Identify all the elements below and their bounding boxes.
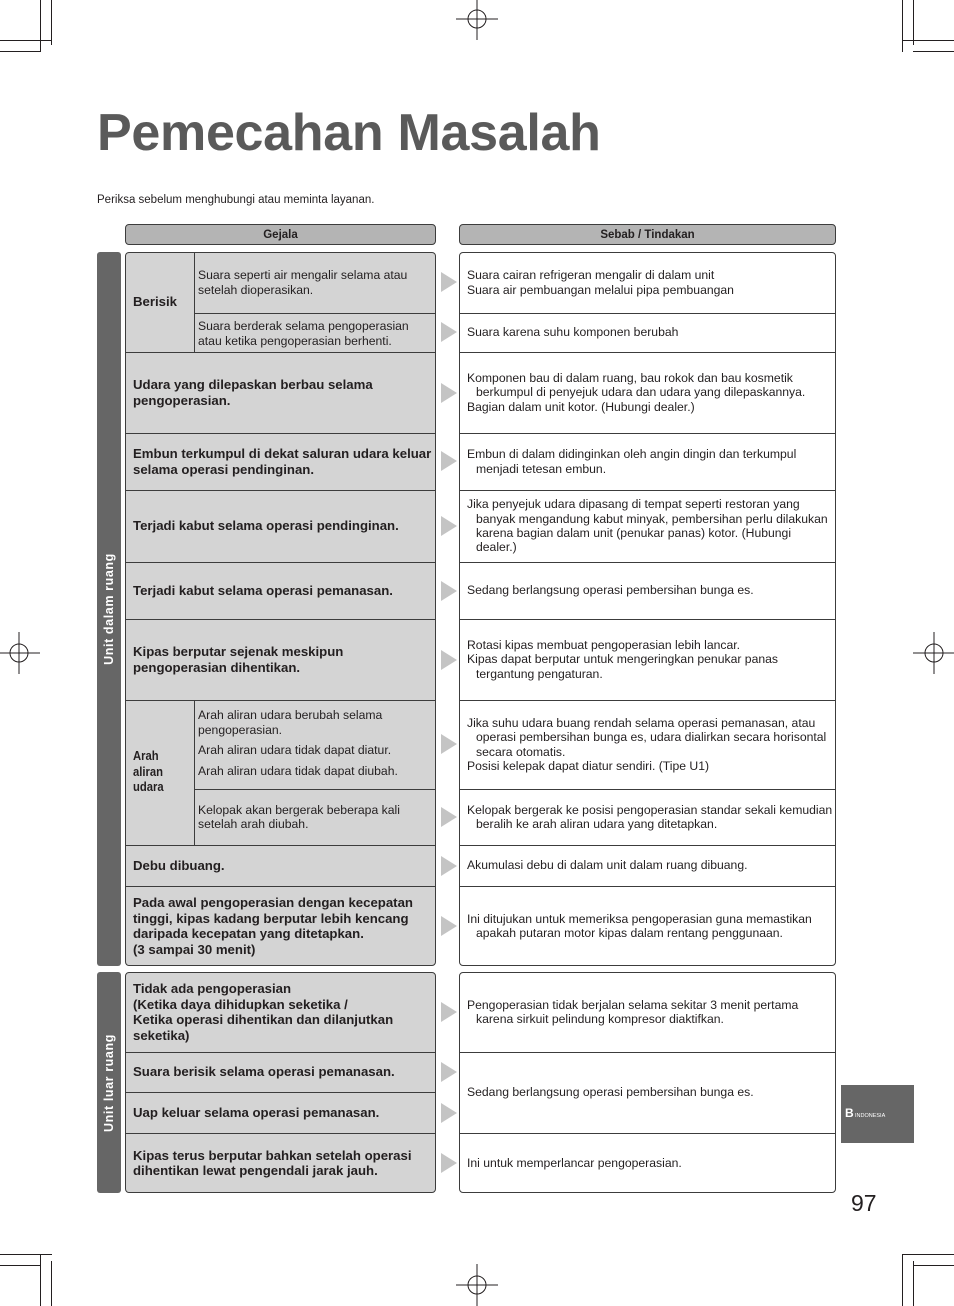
- section-label-indoor: Unit dalam ruang: [97, 252, 121, 966]
- crop-mark: [51, 1261, 52, 1306]
- symptom-text: Arah aliran udara tidak dapat diubah.: [198, 763, 398, 778]
- crop-mark: [902, 1254, 903, 1306]
- symptom-text: Terjadi kabut selama operasi pendinginan.: [133, 518, 399, 534]
- symptom-text: Uap keluar selama operasi pemanasan.: [133, 1104, 380, 1120]
- crop-mark: [913, 1265, 954, 1266]
- cause-text: Pengoperasian tidak berjalan selama sekitar 3 menit pertama karena sirkuit pelindung kompresor diaktifkan.: [467, 997, 799, 1026]
- arrow-right-icon: [441, 1103, 457, 1123]
- language-label: INDONESIA: [855, 1113, 886, 1119]
- symptom-list: [198, 700, 434, 789]
- cause-text: Embun di dalam didinginkan oleh angin dingin dan terkumpul menjadi tetesan embun.: [467, 447, 797, 476]
- arrow-right-icon: [441, 807, 457, 827]
- symptom-text: Kipas berputar sejenak meskipun pengoperasian dihentikan.: [133, 644, 344, 675]
- crop-mark: [913, 1261, 914, 1306]
- cause-text: Komponen bau di dalam ruang, bau rokok dan bau kosmetik berkumpul di penyejuk udara dan udara yang dilepaskannya. Bagian dalam unit kotor. (Hubungi dealer.): [467, 370, 806, 414]
- arrow-right-icon: [441, 272, 457, 292]
- symptom-text: Terjadi kabut selama operasi pemanasan.: [133, 582, 393, 598]
- page-number: 97: [851, 1190, 877, 1216]
- crop-mark: [902, 40, 954, 41]
- registration-mark-icon: [913, 632, 954, 674]
- symptom-text: Debu dibuang.: [133, 857, 225, 873]
- symptom-text: Kipas terus berputar bahkan setelah operasi dihentikan lewat pengendali jarak jauh.: [133, 1147, 412, 1178]
- symptom-text: Kelopak akan bergerak beberapa kali setelah arah diubah.: [198, 802, 400, 831]
- crop-mark: [0, 1254, 52, 1255]
- arrow-right-icon: [441, 734, 457, 754]
- cause-text: Ini untuk memperlancar pengoperasian.: [467, 1155, 682, 1170]
- registration-mark-icon: [0, 632, 40, 674]
- crop-mark: [902, 1254, 954, 1255]
- column-divider: [194, 700, 195, 845]
- symptom-text: Arah aliran udara tidak dapat diatur.: [198, 743, 392, 757]
- cause-text: Sedang berlangsung operasi pembersihan bunga es.: [467, 1085, 754, 1100]
- crop-mark: [913, 0, 914, 45]
- arrow-right-icon: [441, 516, 457, 536]
- arrow-right-icon: [441, 856, 457, 876]
- registration-mark-icon: [456, 0, 498, 40]
- arrow-right-icon: [441, 581, 457, 601]
- symptom-group-label: Arah aliran udara: [133, 749, 164, 795]
- cause-text: Akumulasi debu di dalam unit dalam ruang dibuang.: [467, 858, 748, 873]
- crop-mark: [51, 0, 52, 45]
- symptom-group-label: Berisik: [133, 294, 177, 310]
- page-title: Pemecahan Masalah: [97, 104, 601, 162]
- crop-mark: [40, 1254, 41, 1306]
- crop-mark: [913, 51, 954, 52]
- symptom-text: Suara berisik selama operasi pemanasan.: [133, 1064, 395, 1080]
- crop-mark: [0, 51, 41, 52]
- symptom-text: Udara yang dilepaskan berbau selama pengoperasian.: [133, 377, 373, 408]
- cause-text: Jika penyejuk udara dipasang di tempat seperti restoran yang banyak mengandung kabut minyak, pembersihan perlu dilakukan karena bagian dalam unit (penukar panas) kotor. (Hubungi dealer.): [467, 497, 828, 555]
- column-header-symptom: Gejala: [125, 224, 436, 245]
- cause-text: Suara karena suhu komponen berubah: [467, 325, 679, 340]
- crop-mark: [902, 0, 903, 52]
- symptom-text: Suara berderak selama pengoperasian atau ketika pengoperasian berhenti.: [198, 319, 409, 348]
- symptom-text: Suara seperti air mengalir selama atau setelah dioperasikan.: [198, 268, 408, 297]
- cause-text: Sedang berlangsung operasi pembersihan bunga es.: [467, 583, 754, 598]
- symptom-text: Arah aliran udara berubah selama pengoperasian.: [198, 708, 383, 737]
- intro-text: Periksa sebelum menghubungi atau meminta layanan.: [97, 194, 375, 206]
- language-letter: B: [845, 1106, 854, 1120]
- symptom-text: Tidak ada pengoperasian (Ketika daya dihidupkan seketika / Ketika operasi dihentikan dan dilanjutkan seketika): [133, 981, 394, 1043]
- cause-text: Kelopak bergerak ke posisi pengoperasian standar sekali kemudian beralih ke arah aliran udara yang ditetapkan.: [467, 802, 833, 831]
- arrow-right-icon: [441, 1002, 457, 1022]
- arrow-right-icon: [441, 1062, 457, 1082]
- arrow-right-icon: [441, 451, 457, 471]
- cause-text: Suara cairan refrigeran mengalir di dalam unit Suara air pembuangan melalui pipa pembuangan: [467, 268, 734, 297]
- arrow-right-icon: [441, 322, 457, 342]
- crop-mark: [0, 1265, 41, 1266]
- column-header-cause: Sebab / Tindakan: [459, 224, 836, 245]
- registration-mark-icon: [456, 1264, 498, 1306]
- arrow-right-icon: [441, 1153, 457, 1173]
- arrow-right-icon: [441, 383, 457, 403]
- section-label-outdoor: Unit luar ruang: [97, 972, 121, 1193]
- language-tab: [841, 1085, 914, 1143]
- cause-text: Rotasi kipas membuat pengoperasian lebih lancar. Kipas dapat berputar untuk mengeringkan penukar panas tergantung pengaturan.: [467, 637, 778, 681]
- crop-mark: [40, 0, 41, 52]
- cause-text: Jika suhu udara buang rendah selama operasi pemanasan, atau operasi pembersihan bunga es, udara dialirkan secara horisontal secara otomatis. Posisi kelepak dapat diatur sendiri. (Tipe U1): [467, 715, 827, 773]
- cause-text: Ini ditujukan untuk memeriksa pengoperasian guna memastikan apakah putaran motor kipas dalam rentang penggunaan.: [467, 911, 812, 940]
- arrow-right-icon: [441, 916, 457, 936]
- arrow-right-icon: [441, 650, 457, 670]
- symptom-text: Pada awal pengoperasian dengan kecepatan tinggi, kipas kadang berputar lebih kencang daripada kecepatan yang ditetapkan. (3 sampai 30 menit): [133, 895, 413, 957]
- crop-mark: [0, 40, 52, 41]
- symptom-text: Embun terkumpul di dekat saluran udara keluar selama operasi pendinginan.: [133, 446, 432, 477]
